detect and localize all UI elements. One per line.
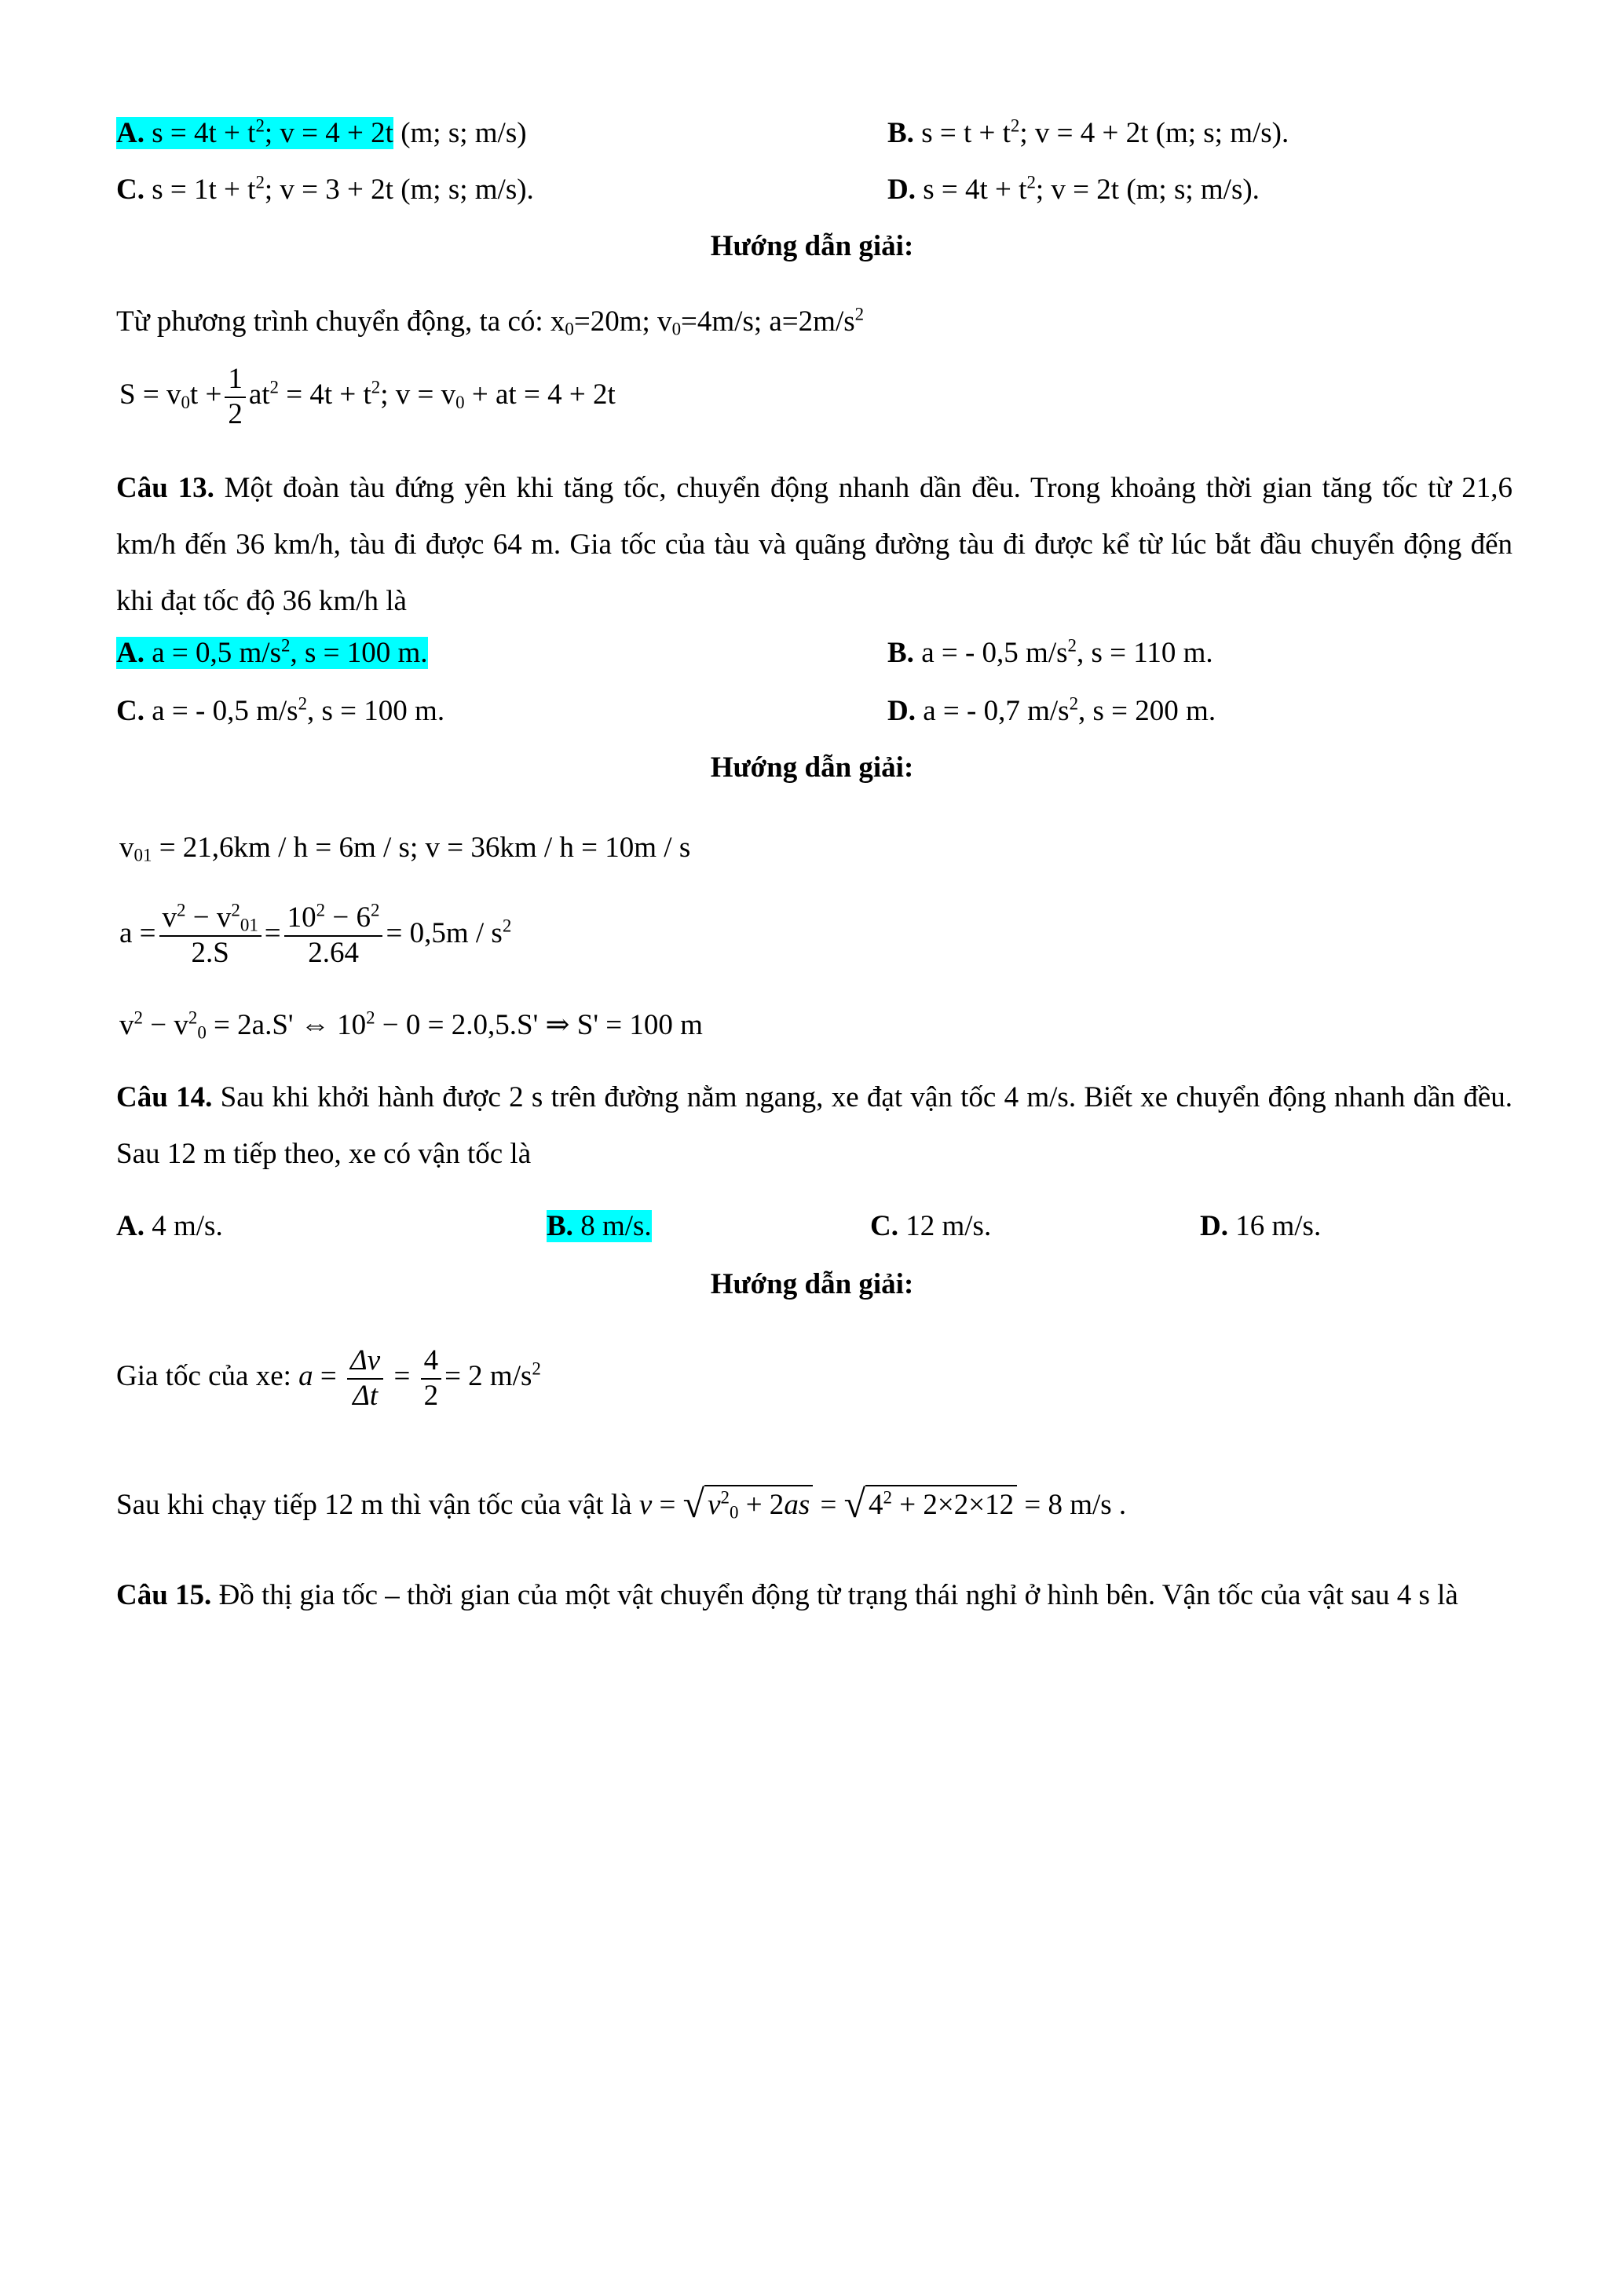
q14-option-a[interactable] (116, 1209, 223, 1244)
denominator: 2.64 (308, 936, 359, 969)
math-var: a (298, 1360, 313, 1393)
option-text: s = 4t + t (915, 174, 1027, 206)
question-label: Câu 14. (116, 1081, 213, 1113)
q12-option-d[interactable] (887, 173, 1260, 207)
exponent: 2 (1069, 693, 1079, 714)
option-text: a = - 0,5 m/s (913, 637, 1068, 669)
option-letter: C. (116, 695, 144, 727)
exponent: 2 (366, 1007, 375, 1028)
denominator: Δt (353, 1379, 379, 1412)
exponent: 2 (188, 1007, 198, 1028)
option-text: 12 m/s. (898, 1210, 992, 1242)
option-text: s = 1t + t (144, 174, 256, 206)
q13-solution-line2 (119, 901, 511, 970)
text: = 0,5m / s (386, 917, 503, 950)
text: v (119, 1009, 134, 1041)
option-text: , s = 200 m. (1078, 695, 1216, 727)
exponent: 2 (532, 1358, 541, 1379)
math-var: v (638, 1489, 653, 1522)
fraction (421, 1344, 442, 1413)
q12-option-a[interactable] (116, 116, 527, 151)
math-var: as (784, 1489, 810, 1522)
option-letter: A. (116, 1210, 144, 1242)
text: + at = 4 + 2t (464, 378, 616, 411)
exponent: 2 (883, 1487, 892, 1508)
numerator (284, 901, 383, 937)
q12-option-b[interactable] (887, 116, 1289, 151)
exponent: 2 (134, 1007, 143, 1028)
text: v (119, 832, 134, 864)
subscript: 0 (455, 392, 465, 412)
fraction (225, 363, 246, 431)
text: = 2a.S' ⇔ 10 (206, 1009, 367, 1041)
q14-solution-line1: Gia tốc của xe: a = $\frac{\Delta v}{\Delta t}$ = $\frac{4}{2}$ = 2 $m/s^2$ (116, 1344, 541, 1412)
numerator (159, 901, 262, 937)
question-text: Một đoàn tàu đứng yên khi tăng tốc, chuyển động nhanh dần đều. Trong khoảng thời gian tăng tốc từ 21,6 km/h đến 36 km/h, tàu đi được 64 m. Gia tốc của tàu và quãng đường tàu đi được kể từ lúc bắt đầu chuyển động đến khi đạt tốc độ 36 km/h là (116, 472, 1512, 617)
text: = 2 m/s (444, 1360, 532, 1393)
subscript: 01 (240, 915, 258, 935)
option-letter: B. (887, 637, 914, 669)
exponent: 2 (1026, 172, 1036, 192)
radicand (704, 1485, 813, 1522)
text: + 2 (738, 1489, 785, 1522)
text: 10 (287, 901, 316, 934)
subscript: 01 (134, 845, 152, 865)
text: ; v = v (380, 378, 456, 411)
text: = (264, 917, 281, 950)
option-text: s = 4t + t (144, 117, 256, 149)
option-letter: D. (1200, 1210, 1228, 1242)
exponent: 2 (502, 916, 512, 936)
option-letter: D. (887, 695, 916, 727)
sqrt-icon: √ (682, 1482, 705, 1526)
option-letter: B. (887, 117, 914, 149)
text: Sau khi chạy tiếp 12 m thì vận tốc của vật là (116, 1489, 639, 1522)
solution-heading: Hướng dẫn giải: (710, 1268, 914, 1300)
q13-option-a[interactable] (116, 636, 428, 671)
numerator: Δv (347, 1344, 383, 1380)
text: = 4t + t (279, 378, 371, 411)
text: − v (142, 1009, 188, 1041)
subscript: 0 (671, 319, 682, 339)
numerator: 4 (421, 1344, 442, 1380)
text: = 8 m/s . (1017, 1489, 1127, 1522)
q13-solution-line1 (119, 831, 690, 865)
q14-question (116, 1069, 1512, 1183)
sqrt-icon: √ (843, 1482, 866, 1526)
q15-question (116, 1567, 1512, 1624)
option-text: , s = 110 m. (1076, 637, 1213, 669)
exponent: 2 (371, 377, 381, 397)
solution-heading: Hướng dẫn giải: (710, 230, 914, 262)
option-letter: C. (870, 1210, 898, 1242)
text: v (162, 901, 177, 934)
exponent: 2 (316, 900, 326, 920)
option-text: , s = 100 m. (307, 695, 445, 727)
option-letter: A. (116, 117, 144, 149)
text: a = (119, 917, 156, 950)
option-text: (m; s; m/s) (393, 117, 527, 149)
q13-solution-line3 (119, 1008, 703, 1043)
question-label: Câu 15. (116, 1579, 212, 1611)
denominator: 2.S (191, 936, 229, 969)
text: at (248, 378, 270, 411)
radicand (865, 1485, 1017, 1522)
exponent: 2 (1010, 115, 1020, 136)
option-letter: C. (116, 174, 144, 206)
q14-option-b[interactable] (547, 1209, 652, 1244)
option-text: ; v = 4 + 2t (264, 117, 393, 149)
option-text: 4 m/s. (144, 1210, 223, 1242)
fraction (284, 901, 383, 970)
fraction (159, 901, 262, 970)
subscript: 0 (181, 392, 190, 412)
text: − 6 (325, 901, 371, 934)
solution-heading: Hướng dẫn giải: (710, 751, 914, 784)
option-letter: A. (116, 637, 144, 669)
exponent: 2 (280, 635, 291, 656)
q13-option-d[interactable] (887, 694, 1216, 729)
option-letter: B. (547, 1210, 573, 1242)
exponent: 2 (720, 1487, 730, 1508)
subscript: 0 (565, 319, 574, 339)
text: =4m/s; a=2m/s (681, 305, 855, 338)
exponent: 2 (255, 172, 265, 192)
option-text: ; v = 4 + 2t (m; s; m/s). (1019, 117, 1289, 149)
option-text: a = 0,5 m/s (144, 637, 281, 669)
text: Gia tốc của xe: (116, 1360, 299, 1393)
subscript: 0 (729, 1502, 739, 1523)
text: + 2×2×12 (891, 1489, 1015, 1522)
subscript: 0 (197, 1022, 207, 1043)
question-text: Sau khi khởi hành được 2 s trên đường nằm ngang, xe đạt vận tốc 4 m/s. Biết xe chuyển động nhanh dần đều. Sau 12 m tiếp theo, xe có vận tốc là (116, 1081, 1512, 1170)
question-label: Câu 13. (116, 472, 214, 504)
q13-question (116, 460, 1512, 630)
option-text: , s = 100 m. (290, 637, 428, 669)
denominator: 2 (423, 1379, 439, 1412)
exponent: 2 (371, 900, 380, 920)
q12-solution-equation (119, 363, 616, 431)
exponent: 2 (255, 115, 265, 136)
denominator: 2 (228, 397, 243, 430)
option-text: ; v = 3 + 2t (m; s; m/s). (264, 174, 534, 206)
q13-option-b[interactable] (887, 636, 1213, 671)
exponent: 2 (231, 900, 240, 920)
option-text: 16 m/s. (1227, 1210, 1322, 1242)
option-text: 8 m/s. (572, 1210, 652, 1242)
q12-option-c[interactable] (116, 173, 534, 207)
exponent: 2 (177, 900, 186, 920)
q14-solution-line2: Sau khi chạy tiếp 12 m thì vận tốc của vật là v = √ $v^2_0 + 2as$ = √ $4^2 + 2\times 2\times 12 = 8$ m/s . (116, 1482, 1127, 1526)
q12-solution-line1 (116, 305, 864, 339)
text: =20m; v (573, 305, 672, 338)
option-letter: D. (887, 174, 916, 206)
exponent: 2 (298, 693, 308, 714)
text: S = v (119, 378, 181, 411)
q13-option-c[interactable] (116, 694, 444, 729)
math-var: v (708, 1489, 721, 1522)
q14-option-d[interactable] (1200, 1209, 1321, 1244)
text: Từ phương trình chuyển động, ta có: x (116, 305, 565, 338)
option-text: ; v = 2t (m; s; m/s). (1035, 174, 1260, 206)
text: = 21,6km / h = 6m / s; v = 36km / h = 10m / s (152, 832, 691, 864)
option-text: a = - 0,5 m/s (144, 695, 298, 727)
text: − 0 = 2.0,5.S' ⇒ S' = 100 m (375, 1009, 703, 1041)
fraction (347, 1344, 383, 1413)
option-text: s = t + t (913, 117, 1011, 149)
exponent: 2 (854, 304, 865, 324)
option-text: a = - 0,7 m/s (915, 695, 1070, 727)
text: 4 (869, 1489, 883, 1522)
text: t + (189, 378, 222, 411)
numerator: 1 (225, 363, 246, 398)
exponent: 2 (1067, 635, 1077, 656)
question-text: Đồ thị gia tốc – thời gian của một vật chuyển động từ trạng thái nghỉ ở hình bên. Vận tốc của vật sau 4 s là (211, 1579, 1458, 1611)
text: − v (185, 901, 232, 934)
exponent: 2 (269, 377, 279, 397)
q14-option-c[interactable] (870, 1209, 991, 1244)
